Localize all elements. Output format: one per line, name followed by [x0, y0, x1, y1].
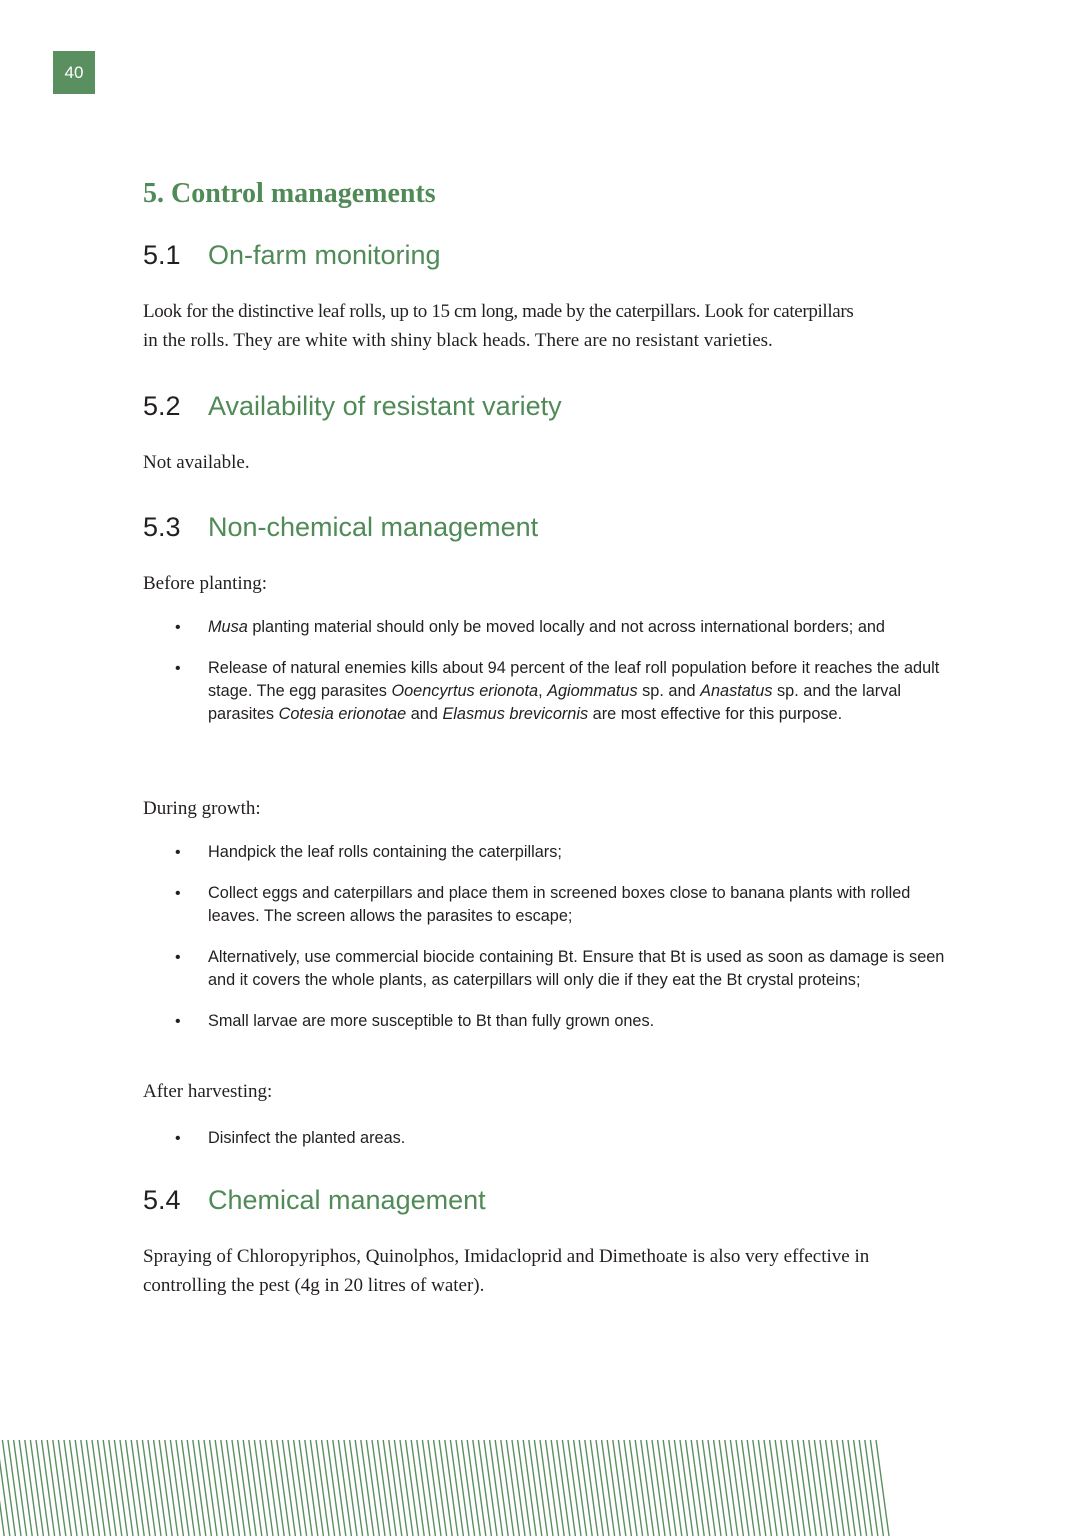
stripe-line — [137, 1440, 150, 1536]
stripe-line — [568, 1440, 581, 1536]
stripe-line — [434, 1440, 447, 1536]
paragraph-line: Spraying of Chloropyriphos, Quinolphos, Imidacloprid and Dimethoate is also very effective in — [143, 1246, 870, 1267]
stripe-line — [753, 1440, 766, 1536]
stripe-line — [781, 1440, 794, 1536]
stripe-line — [58, 1440, 71, 1536]
stripe-line — [266, 1440, 279, 1536]
section-number: 5.4 — [143, 1185, 181, 1215]
stripe-line — [854, 1440, 867, 1536]
list-item-text: , — [538, 682, 548, 700]
stripe-line — [506, 1440, 519, 1536]
stripe-line — [288, 1440, 301, 1536]
stripe-line — [30, 1440, 43, 1536]
list-item — [143, 657, 948, 726]
bullet: • — [175, 1130, 181, 1147]
stripe-line — [215, 1440, 228, 1536]
italic-text: Anastatus — [700, 682, 773, 700]
stripe-line — [590, 1440, 603, 1536]
stripe-line — [523, 1440, 536, 1536]
decorative-stripes — [0, 1440, 891, 1536]
stripe-line — [64, 1440, 77, 1536]
stripe-line — [120, 1440, 133, 1536]
stripe-line — [92, 1440, 105, 1536]
list-item-text: sp. and the larval parasites — [208, 682, 902, 723]
during-growth-list — [143, 841, 948, 1033]
stripe-line — [428, 1440, 441, 1536]
stripe-line — [557, 1440, 570, 1536]
paragraph-line: in the rolls. They are white with shiny black heads. There are no resistant varieties. — [143, 330, 773, 351]
list-item-text: sp. and — [637, 682, 701, 700]
stripe-line — [809, 1440, 822, 1536]
stripe-line — [635, 1440, 648, 1536]
stripe-line — [126, 1440, 139, 1536]
stripe-line — [630, 1440, 643, 1536]
list-item-text: planting material should only be moved locally and not across international borders; and — [247, 618, 885, 636]
chapter-title: 5. Control managements — [143, 178, 436, 209]
stripe-line — [53, 1440, 66, 1536]
list-item — [143, 841, 948, 864]
italic-text: Elasmus brevicornis — [442, 705, 589, 723]
stripe-line — [865, 1440, 878, 1536]
stripe-line — [193, 1440, 206, 1536]
stripe-line — [394, 1440, 407, 1536]
stripe-line — [355, 1440, 368, 1536]
stripe-line — [361, 1440, 374, 1536]
stripe-line — [613, 1440, 626, 1536]
stripe-line — [338, 1440, 351, 1536]
stripe-line — [36, 1440, 49, 1536]
bullet: • — [175, 949, 181, 966]
stripe-line — [870, 1440, 883, 1536]
bullet: • — [175, 844, 181, 861]
stripe-line — [663, 1440, 676, 1536]
stripe-line — [165, 1440, 178, 1536]
italic-text: Ooencyrtus erionota — [391, 682, 539, 700]
stripe-line — [859, 1440, 872, 1536]
stripe-line — [42, 1440, 55, 1536]
stripe-line — [641, 1440, 654, 1536]
stripe-line — [680, 1440, 693, 1536]
stripe-line — [551, 1440, 564, 1536]
stripe-line — [579, 1440, 592, 1536]
stripe-line — [730, 1440, 743, 1536]
stripe-line — [462, 1440, 475, 1536]
stripe-line — [803, 1440, 816, 1536]
bullet: • — [175, 1013, 181, 1030]
stripe-line — [25, 1440, 38, 1536]
stripe-line — [198, 1440, 211, 1536]
stripe-line — [478, 1440, 491, 1536]
stripe-line — [176, 1440, 189, 1536]
section-title: Availability of resistant variety — [208, 391, 562, 421]
stripe-line — [708, 1440, 721, 1536]
italic-text: Musa — [208, 618, 248, 636]
stripe-line — [327, 1440, 340, 1536]
stripe-line — [450, 1440, 463, 1536]
stripe-line — [232, 1440, 245, 1536]
stripe-line — [8, 1440, 21, 1536]
stripe-line — [14, 1440, 27, 1536]
list-item-text: Collect eggs and caterpillars and place them in screened boxes close to banana plants with rolled leaves. The screen allows the parasites to escape; — [208, 884, 911, 925]
section-5-2-paragraph: Not available. — [143, 452, 250, 473]
stripe-line — [254, 1440, 267, 1536]
stripe-line — [417, 1440, 430, 1536]
stripe-line — [249, 1440, 262, 1536]
section-heading-5-3 — [143, 512, 538, 543]
stripe-line — [747, 1440, 760, 1536]
stripe-line — [154, 1440, 167, 1536]
stripe-line — [702, 1440, 715, 1536]
stripe-line — [618, 1440, 631, 1536]
list-item-text: Alternatively, use commercial biocide containing Bt. Ensure that Bt is used as soon as damage is seen and it covers the whole plants, as caterpillars will only die if they eat the Bt crystal proteins; — [208, 948, 945, 989]
after-harvesting-label: After harvesting: — [143, 1081, 273, 1102]
stripe-line — [719, 1440, 732, 1536]
stripe-line — [182, 1440, 195, 1536]
stripe-line — [422, 1440, 435, 1536]
list-item — [143, 616, 948, 639]
stripe-line — [658, 1440, 671, 1536]
stripe-line — [366, 1440, 379, 1536]
stripe-line — [305, 1440, 318, 1536]
section-title: Non-chemical management — [208, 512, 539, 542]
stripe-line — [204, 1440, 217, 1536]
stripe-line — [98, 1440, 111, 1536]
stripe-line — [562, 1440, 575, 1536]
stripe-line — [546, 1440, 559, 1536]
stripe-line — [299, 1440, 312, 1536]
stripe-line — [411, 1440, 424, 1536]
stripe-line — [378, 1440, 391, 1536]
stripe-line — [596, 1440, 609, 1536]
stripe-line — [243, 1440, 256, 1536]
list-item-text: Release of natural enemies kills about 94 percent of the leaf roll population before it reaches the adult stage. The egg parasites — [208, 659, 940, 700]
stripe-line — [876, 1440, 889, 1536]
stripe-line — [786, 1440, 799, 1536]
stripe-line — [310, 1440, 323, 1536]
stripe-line — [333, 1440, 346, 1536]
stripe-line — [47, 1440, 60, 1536]
stripe-line — [81, 1440, 94, 1536]
stripe-line — [238, 1440, 251, 1536]
stripe-line — [170, 1440, 183, 1536]
stripe-line — [490, 1440, 503, 1536]
stripe-line — [406, 1440, 419, 1536]
stripe-line — [473, 1440, 486, 1536]
stripe-line — [445, 1440, 458, 1536]
stripe-line — [842, 1440, 855, 1536]
stripe-line — [691, 1440, 704, 1536]
section-number: 5.3 — [143, 512, 181, 542]
stripe-line — [742, 1440, 755, 1536]
stripe-line — [758, 1440, 771, 1536]
before-planting-label: Before planting: — [143, 573, 267, 594]
list-item — [143, 1010, 948, 1033]
stripe-line — [674, 1440, 687, 1536]
list-item-text: Handpick the leaf rolls containing the caterpillars; — [208, 843, 562, 861]
stripe-line — [260, 1440, 273, 1536]
stripe-line — [383, 1440, 396, 1536]
stripe-line — [86, 1440, 99, 1536]
list-item — [143, 1127, 948, 1150]
stripe-line — [607, 1440, 620, 1536]
stripe-line — [736, 1440, 749, 1536]
stripe-line — [187, 1440, 200, 1536]
stripe-line — [484, 1440, 497, 1536]
stripe-line — [103, 1440, 116, 1536]
page-number: 40 — [64, 62, 84, 82]
stripe-line — [540, 1440, 553, 1536]
paragraph-line: Look for the distinctive leaf rolls, up to 15 cm long, made by the caterpillars. Look for caterpillars — [143, 301, 854, 322]
bullet: • — [175, 660, 181, 677]
stripe-line — [400, 1440, 413, 1536]
list-item-text: Small larvae are more susceptible to Bt than fully grown ones. — [208, 1012, 655, 1030]
stripe-line — [344, 1440, 357, 1536]
stripe-line — [148, 1440, 161, 1536]
before-planting-list — [143, 616, 948, 726]
stripe-line — [131, 1440, 144, 1536]
stripe-line — [714, 1440, 727, 1536]
stripe-line — [652, 1440, 665, 1536]
stripe-line — [792, 1440, 805, 1536]
stripe-line — [277, 1440, 290, 1536]
stripe-line — [294, 1440, 307, 1536]
stripe-line — [350, 1440, 363, 1536]
section-5-4-paragraph — [143, 1242, 963, 1300]
stripe-line — [467, 1440, 480, 1536]
bullet: • — [175, 885, 181, 902]
section-title: Chemical management — [208, 1185, 486, 1215]
section-5-1-paragraph — [143, 297, 963, 355]
stripe-line — [697, 1440, 710, 1536]
stripe-line — [114, 1440, 127, 1536]
stripe-line — [624, 1440, 637, 1536]
section-heading-5-1 — [143, 240, 441, 271]
stripe-line — [574, 1440, 587, 1536]
stripe-line — [837, 1440, 850, 1536]
stripe-line — [686, 1440, 699, 1536]
stripe-line — [19, 1440, 32, 1536]
stripe-line — [529, 1440, 542, 1536]
list-item-text: and — [406, 705, 443, 723]
paragraph-line: controlling the pest (4g in 20 litres of water). — [143, 1275, 485, 1296]
stripe-line — [159, 1440, 172, 1536]
stripe-line — [820, 1440, 833, 1536]
stripe-line — [775, 1440, 788, 1536]
stripe-line — [372, 1440, 385, 1536]
stripe-line — [814, 1440, 827, 1536]
bullet: • — [175, 619, 181, 636]
stripe-line — [798, 1440, 811, 1536]
after-harvesting-list — [143, 1127, 948, 1150]
stripe-line — [2, 1440, 15, 1536]
stripe-line — [826, 1440, 839, 1536]
stripe-line — [512, 1440, 525, 1536]
stripe-line — [109, 1440, 122, 1536]
stripe-line — [495, 1440, 508, 1536]
stripe-line — [669, 1440, 682, 1536]
section-title: On-farm monitoring — [208, 240, 441, 270]
stripe-line — [456, 1440, 469, 1536]
section-heading-5-2 — [143, 391, 562, 422]
stripe-line — [322, 1440, 335, 1536]
stripe-line — [831, 1440, 844, 1536]
stripe-line — [142, 1440, 155, 1536]
stripe-line — [602, 1440, 615, 1536]
page-number-badge — [53, 51, 95, 94]
stripe-line — [316, 1440, 329, 1536]
stripe-line — [646, 1440, 659, 1536]
stripe-line — [226, 1440, 239, 1536]
list-item-text: are most effective for this purpose. — [588, 705, 843, 723]
section-heading-5-4 — [143, 1185, 486, 1216]
stripe-line — [764, 1440, 777, 1536]
stripe-line — [501, 1440, 514, 1536]
stripe-line — [585, 1440, 598, 1536]
stripe-line — [770, 1440, 783, 1536]
stripe-line — [439, 1440, 452, 1536]
italic-text: Cotesia erionotae — [278, 705, 407, 723]
section-number: 5.2 — [143, 391, 181, 421]
list-item — [143, 882, 948, 928]
stripe-line — [725, 1440, 738, 1536]
stripe-line — [848, 1440, 861, 1536]
during-growth-label: During growth: — [143, 798, 261, 819]
stripe-line — [75, 1440, 88, 1536]
stripe-line — [389, 1440, 402, 1536]
stripe-line — [210, 1440, 223, 1536]
list-item — [143, 946, 948, 992]
stripe-line — [70, 1440, 83, 1536]
stripe-line — [271, 1440, 284, 1536]
italic-text: Agiommatus — [547, 682, 638, 700]
stripe-line — [534, 1440, 547, 1536]
stripe-line — [518, 1440, 531, 1536]
stripe-line — [282, 1440, 295, 1536]
stripe-line — [221, 1440, 234, 1536]
list-item-text: Disinfect the planted areas. — [208, 1129, 406, 1147]
section-number: 5.1 — [143, 240, 181, 270]
